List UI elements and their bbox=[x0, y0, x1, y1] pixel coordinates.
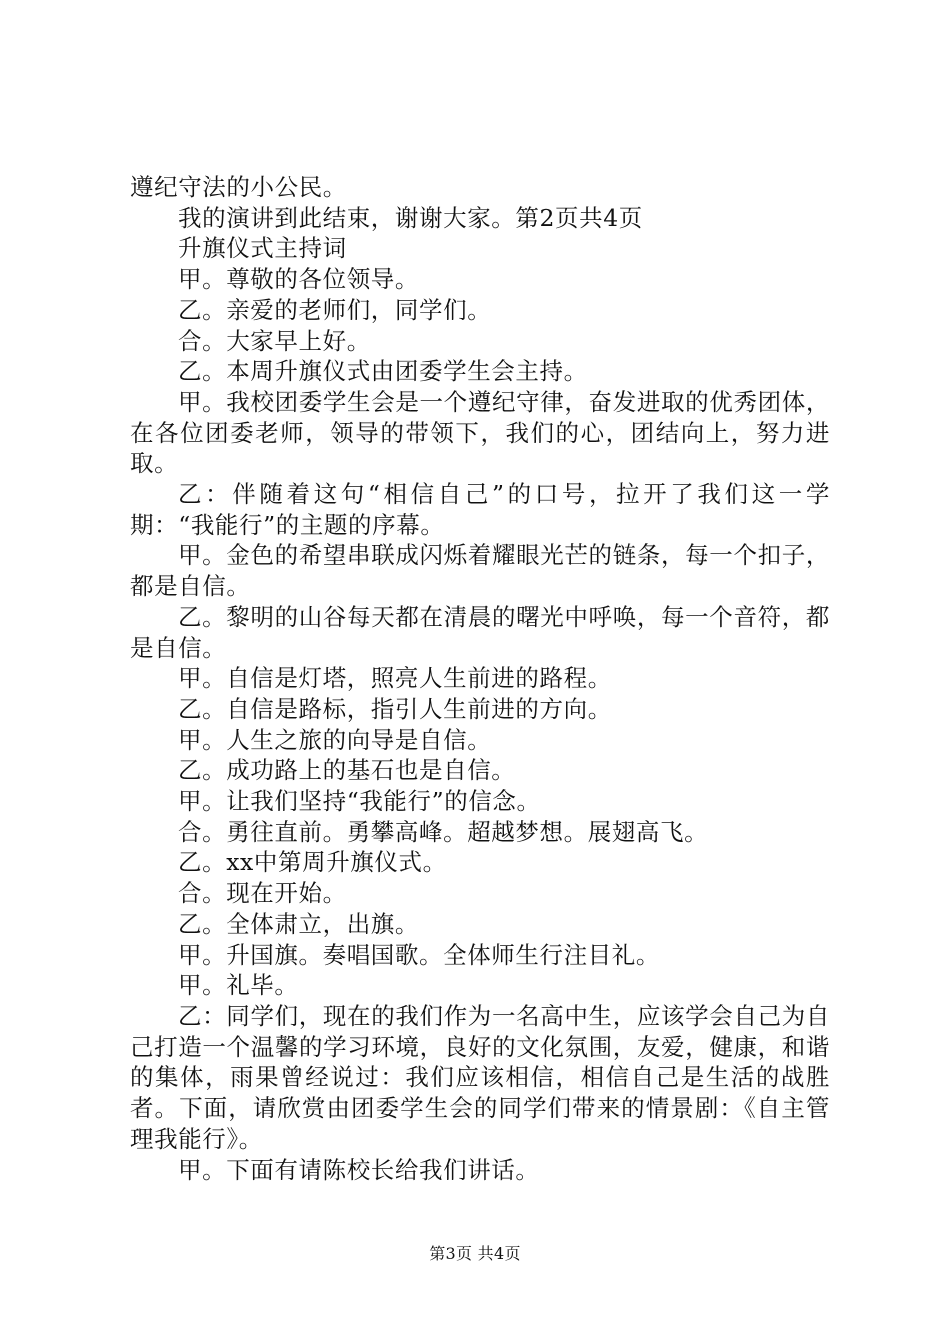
paragraph: 甲。尊敬的各位领导。 bbox=[178, 265, 419, 294]
paragraph: 遵纪守法的小公民。 bbox=[130, 173, 347, 201]
document-body bbox=[130, 172, 830, 1185]
paragraph: 乙。成功路上的基石也是自信。 bbox=[178, 756, 516, 785]
paragraph: 乙。全体肃立，出旗。 bbox=[178, 909, 419, 938]
paragraph: 合。大家早上好。 bbox=[178, 326, 371, 355]
paragraph: 乙：同学们，现在的我们作为一名高中生，应该学会自己为自己打造一个温馨的学习环境，良好的文化氛围，友爱，健康，和谐的集体，雨果曾经说过：我们应该相信，相信自己是生活的战胜者。下面，请欣赏由团委学生会的同学们带来的情景剧：《自主管理我能行》。 bbox=[130, 1001, 830, 1153]
paragraph: 甲。金色的希望串联成闪烁着耀眼光芒的链条，每一个扣子，都是自信。 bbox=[130, 541, 830, 601]
paragraph: 甲。我校团委学生会是一个遵纪守律，奋发进取的优秀团体，在各位团委老师，领导的带领下，我们的心，团结向上，努力进取。 bbox=[130, 387, 830, 478]
paragraph: 合。勇往直前。勇攀高峰。超越梦想。展翅高飞。 bbox=[178, 817, 709, 846]
paragraph: 乙。黎明的山谷每天都在清晨的曙光中呼唤，每一个音符，都是自信。 bbox=[130, 602, 830, 662]
paragraph: 乙。自信是路标，指引人生前进的方向。 bbox=[178, 694, 612, 723]
paragraph: 甲。礼毕。 bbox=[178, 971, 299, 1000]
paragraph: 甲。让我们坚持“我能行”的信念。 bbox=[178, 787, 541, 816]
paragraph: 甲。下面有请陈校长给我们讲话。 bbox=[178, 1155, 540, 1184]
paragraph: 合。现在开始。 bbox=[178, 879, 347, 908]
paragraph: 甲。升国旗。奏唱国歌。全体师生行注目礼。 bbox=[178, 940, 660, 969]
paragraph: 甲。人生之旅的向导是自信。 bbox=[178, 725, 492, 754]
paragraph: 乙。本周升旗仪式由团委学生会主持。 bbox=[178, 357, 588, 386]
paragraph: 乙。xx中第周升旗仪式。 bbox=[178, 848, 447, 877]
paragraph: 乙。亲爱的老师们，同学们。 bbox=[178, 295, 492, 324]
page-footer: 第3页 共4页 bbox=[429, 1244, 521, 1263]
paragraph: 甲。自信是灯塔，照亮人生前进的路程。 bbox=[178, 664, 612, 693]
paragraph: 乙：伴随着这句“相信自己”的口号，拉开了我们这一学期：“我能行”的主题的序幕。 bbox=[130, 480, 830, 539]
paragraph: 我的演讲到此结束，谢谢大家。第2页共4页 bbox=[178, 203, 643, 232]
paragraph: 升旗仪式主持词 bbox=[178, 234, 347, 263]
